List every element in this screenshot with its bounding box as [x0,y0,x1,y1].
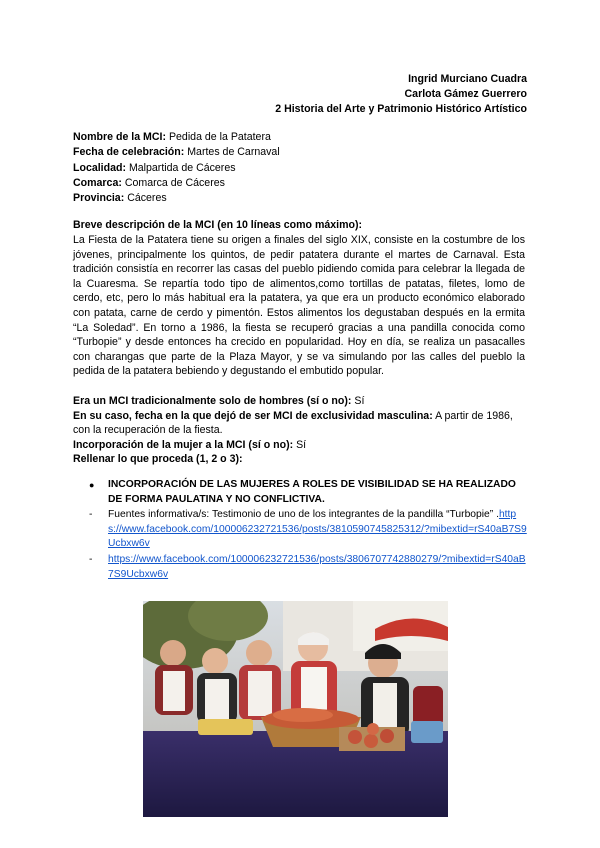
facebook-link-2[interactable]: https://www.facebook.com/100006232721536/posts/3806707742880279/?mibextid=rS40aB7S9Ucbxw6v [108,553,526,580]
mci-metadata [73,130,533,206]
bullet-text: INCORPORACIÓN DE LAS MUJERES A ROLES DE VISIBILIDAD SE HA REALIZADO DE FORMA PAULATINA Y NO CONFLICTIVA. [108,479,516,505]
course-name: 2 Historia del Arte y Patrimonio Histórico Artístico [275,103,527,115]
description-body: La Fiesta de la Patatera tiene su origen a finales del siglo XIX, consiste en la costumbre de los jóvenes, principalmente los quintos, de pedir patatera durante el martes de Carnaval. Esta tradición consistía en recorrer las casas del pueblo pidiendo comida para celebrar la llegada de la Cuaresma. Se repartía todo tipo de alimentos,como tortillas de patatas, filetes, lomo de cerdo, etc, pero lo más habitual era la patatera, ya que era un producto económico elaborado con patata, carne de cerdo y pimentón. Estos alimentos los degustaban después en la ermita “La Soledad”. En torno a 1986, la fiesta se recuperó gracias a una pandilla conocida como “Turbopie” y desde entonces ha crecido en popularidad. Hoy en día, se realiza un pasacalles con charangas que parte de la Plaza Mayor, y se va simulando por las calles del pueblo la pedida de la patatera bebiendo y degustando el embutido popular. [73,234,525,378]
meta-nombre-label: Nombre de la MCI: [73,131,167,143]
meta-comarca-value: Comarca de Cáceres [124,176,225,189]
meta-nombre-value: Pedida de la Patatera [168,131,271,143]
women-preparing-patatera-image [143,601,448,817]
meta-fecha-value: Martes de Carnaval [187,146,280,159]
meta-fecha [73,145,533,160]
question-2 [73,409,525,438]
questions-block [73,394,525,467]
bullet-item [89,478,529,507]
author-name-2: Carlota Gámez Guerrero [404,88,527,100]
meta-localidad [73,161,533,176]
meta-provincia-value: Cáceres [127,192,167,205]
dash-icon: - [89,553,93,565]
author-name-1: Ingrid Murciano Cuadra [408,73,527,85]
incorporation-section [89,478,529,582]
question-4-label: Rellenar lo que proceda (1, 2 o 3): [73,453,243,465]
meta-provincia-label: Provincia: [73,192,125,205]
meta-localidad-value: Malpartida de Cáceres [128,161,236,174]
meta-fecha-label: Fecha de celebración: [73,146,185,159]
bullet-dot-icon: ● [89,480,95,490]
festival-photo [143,601,448,817]
question-1-value: Sí [354,395,365,407]
meta-localidad-label: Localidad: [73,161,126,174]
meta-comarca [73,176,533,191]
source-item-2 [89,553,529,582]
meta-provincia [73,191,533,206]
question-3-label: Incorporación de la mujer a la MCI (sí o no): [73,438,294,451]
question-1 [73,394,525,409]
description-title: Breve descripción de la MCI (en 10 líneas como máximo): [73,219,363,231]
source-text [108,508,529,552]
question-2-label: En su caso, fecha en la que dejó de ser MCI de exclusividad masculina: [73,409,433,422]
author-block [275,72,527,117]
question-2-value: A partir de 1986, con la recuperación de la fiesta. [73,409,513,436]
meta-nombre [73,130,533,145]
question-3-value: Sí [296,438,307,451]
source-item [89,508,529,552]
source-text-label: Fuentes informativa/s: Testimonio de uno de los integrantes de la pandilla “Turbopie” . [108,509,499,521]
facebook-link-1[interactable]: https://www.facebook.com/100006232721536/posts/3810590745825312/?mibextid=rS40aB7S9Ucbxw6v [108,509,527,550]
question-1-label: Era un MCI tradicionalmente solo de hombres (sí o no): [73,395,352,407]
question-3 [73,438,525,453]
question-4 [73,452,525,467]
dash-icon: - [89,509,93,521]
meta-comarca-label: Comarca: [73,176,122,189]
